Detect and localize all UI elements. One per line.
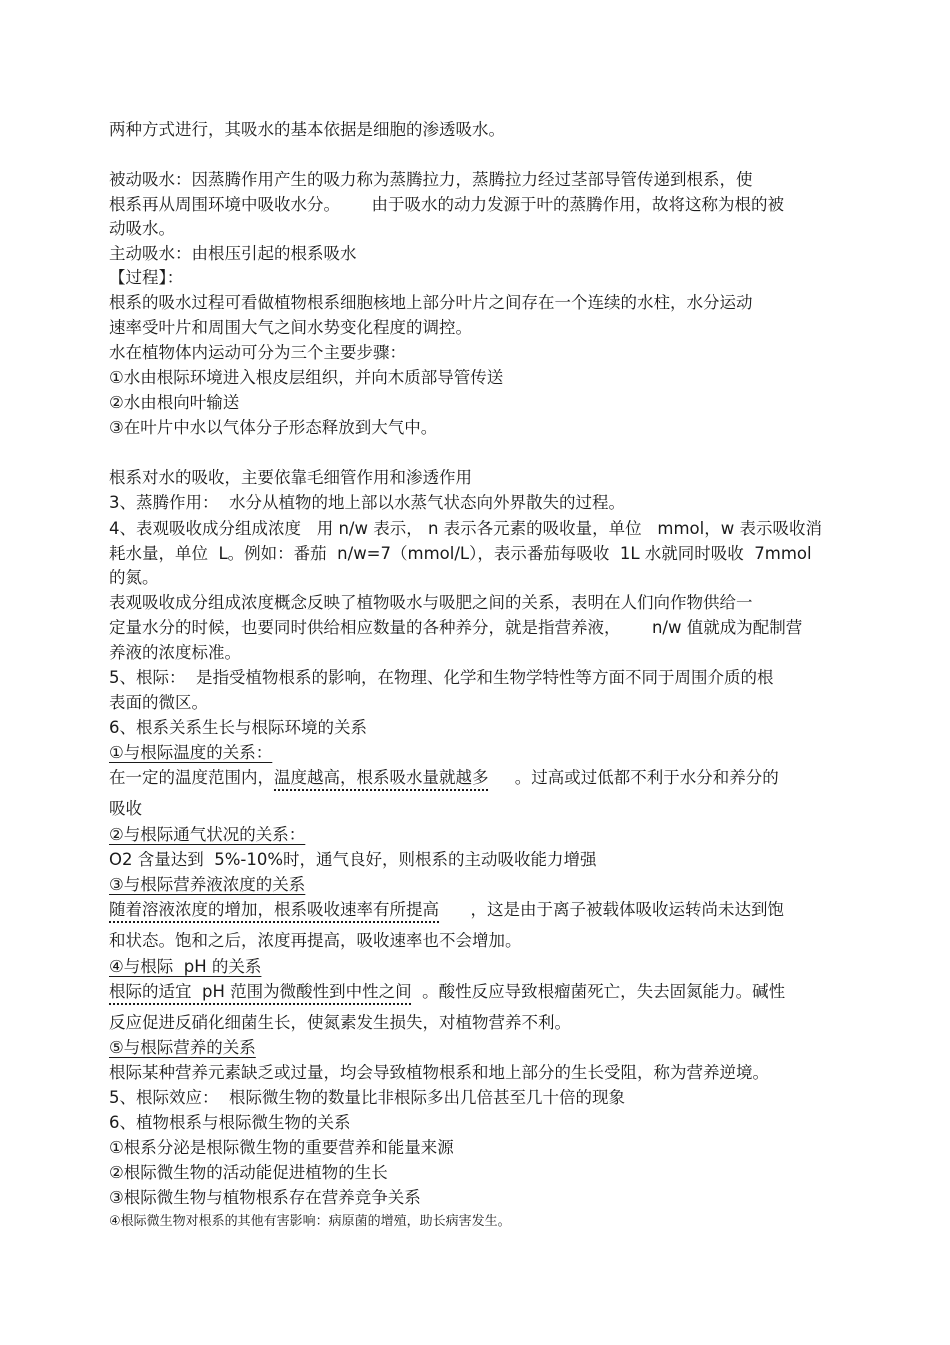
text-run: 。过高或过低都不利于水分和养分的 [488,768,779,787]
list-item: ②根际微生物的活动能促进植物的生长 [109,1163,388,1182]
definition-line: 4、表观吸收成分组成浓度 用 n/w 表示， n 表示各元素的吸收量，单位 mmol，w 表示吸收消 [109,519,822,538]
text-line [109,981,785,1003]
text-line: 耗水量，单位 L。例如：番茄 n/w=7（mmol/L），表示番茄每吸收 1L 水就同时吸收 7mmol [109,544,812,563]
subsection-heading: ④与根际 pH 的关系 [109,957,262,976]
list-item: ③根际微生物与植物根系存在营养竞争关系 [109,1188,421,1207]
subsection-heading: ③与根际营养液浓度的关系 [109,875,306,894]
section-heading: 6、根系关系生长与根际环境的关系 [109,718,367,737]
list-item: ②水由根向叶输送 [109,393,240,412]
text-line: 根系再从周围环境中吸收水分。 由于吸水的动力发源于叶的蒸腾作用，故将这称为根的被 [109,195,784,214]
text-line: O2 含量达到 5%-10%时，通气良好，则根系的主动吸收能力增强 [109,850,597,869]
text-line: 根系的吸水过程可看做植物根系细胞核地上部分叶片之间存在一个连续的水柱，水分运动 [109,293,753,312]
text-line: 动吸水。 [109,219,175,238]
definition-line: 3、蒸腾作用： 水分从植物的地上部以水蒸气状态向外界散失的过程。 [109,493,625,512]
emphasis-text: 温度越高，根系吸水量就越多 [274,768,489,787]
section-heading: 6、植物根系与根际微生物的关系 [109,1113,351,1132]
text-line: 两种方式进行，其吸水的基本依据是细胞的渗透吸水。 [109,120,505,139]
text-line: 反应促进反硝化细菌生长，使氮素发生损失，对植物营养不利。 [109,1013,571,1032]
text-line: 主动吸水：由根压引起的根系吸水 [109,244,357,263]
text-line [109,767,779,789]
text-line: 表面的微区。 [109,693,208,712]
subsection-heading: ①与根际温度的关系： [109,743,273,762]
subsection-heading: ②与根际通气状况的关系： [109,825,306,844]
list-item: ③在叶片中水以气体分子形态释放到大气中。 [109,418,438,437]
text-run: ，这是由于离子被载体吸收运转尚未达到饱 [439,900,784,919]
text-line: 定量水分的时候，也要同时供给相应数量的各种养分，就是指营养液， n/w 值就成为配制营 [109,618,803,637]
text-line: 吸收 [109,799,142,818]
text-line: 养液的浓度标准。 [109,643,241,662]
text-line: 水在植物体内运动可分为三个主要步骤： [109,343,406,362]
list-item: ①水由根际环境进入根皮层组织，并向木质部导管传送 [109,368,504,387]
text-line: 根际某种营养元素缺乏或过量，均会导致植物根系和地上部分的生长受阻，称为营养逆境。 [109,1063,769,1082]
text-run: 在一定的温度范围内， [109,768,274,787]
text-line: 根系对水的吸收，主要依靠毛细管作用和渗透作用 [109,468,472,487]
definition-line: 5、根际： 是指受植物根系的影响，在物理、化学和生物学特性等方面不同于周围介质的根 [109,668,774,687]
text-line: 被动吸水：因蒸腾作用产生的吸力称为蒸腾拉力，蒸腾拉力经过茎部导管传递到根系，使 [109,170,753,189]
text-line [109,899,784,921]
text-line: 和状态。饱和之后，浓度再提高，吸收速率也不会增加。 [109,931,522,950]
list-item: ①根系分泌是根际微生物的重要营养和能量来源 [109,1138,454,1157]
emphasis-text: 根际的适宜 pH 范围为微酸性到中性之间 [109,982,412,1001]
emphasis-text: 随着溶液浓度的增加，根系吸收速率有所提高 [109,900,439,919]
text-line: 表观吸收成分组成浓度概念反映了植物吸水与吸肥之间的关系，表明在人们向作物供给一 [109,593,753,612]
text-line: 速率受叶片和周围大气之间水势变化程度的调控。 [109,318,472,337]
list-item: ④根际微生物对根系的其他有害影响：病原菌的增殖，助长病害发生。 [109,1214,511,1229]
text-run: 。酸性反应导致根瘤菌死亡，失去固氮能力。碱性 [411,982,786,1001]
definition-line: 5、根际效应： 根际微生物的数量比非根际多出几倍甚至几十倍的现象 [109,1088,625,1107]
subsection-heading: ⑤与根际营养的关系 [109,1038,256,1057]
section-heading: 【过程】： [109,268,184,287]
text-line: 的氮。 [109,568,159,587]
